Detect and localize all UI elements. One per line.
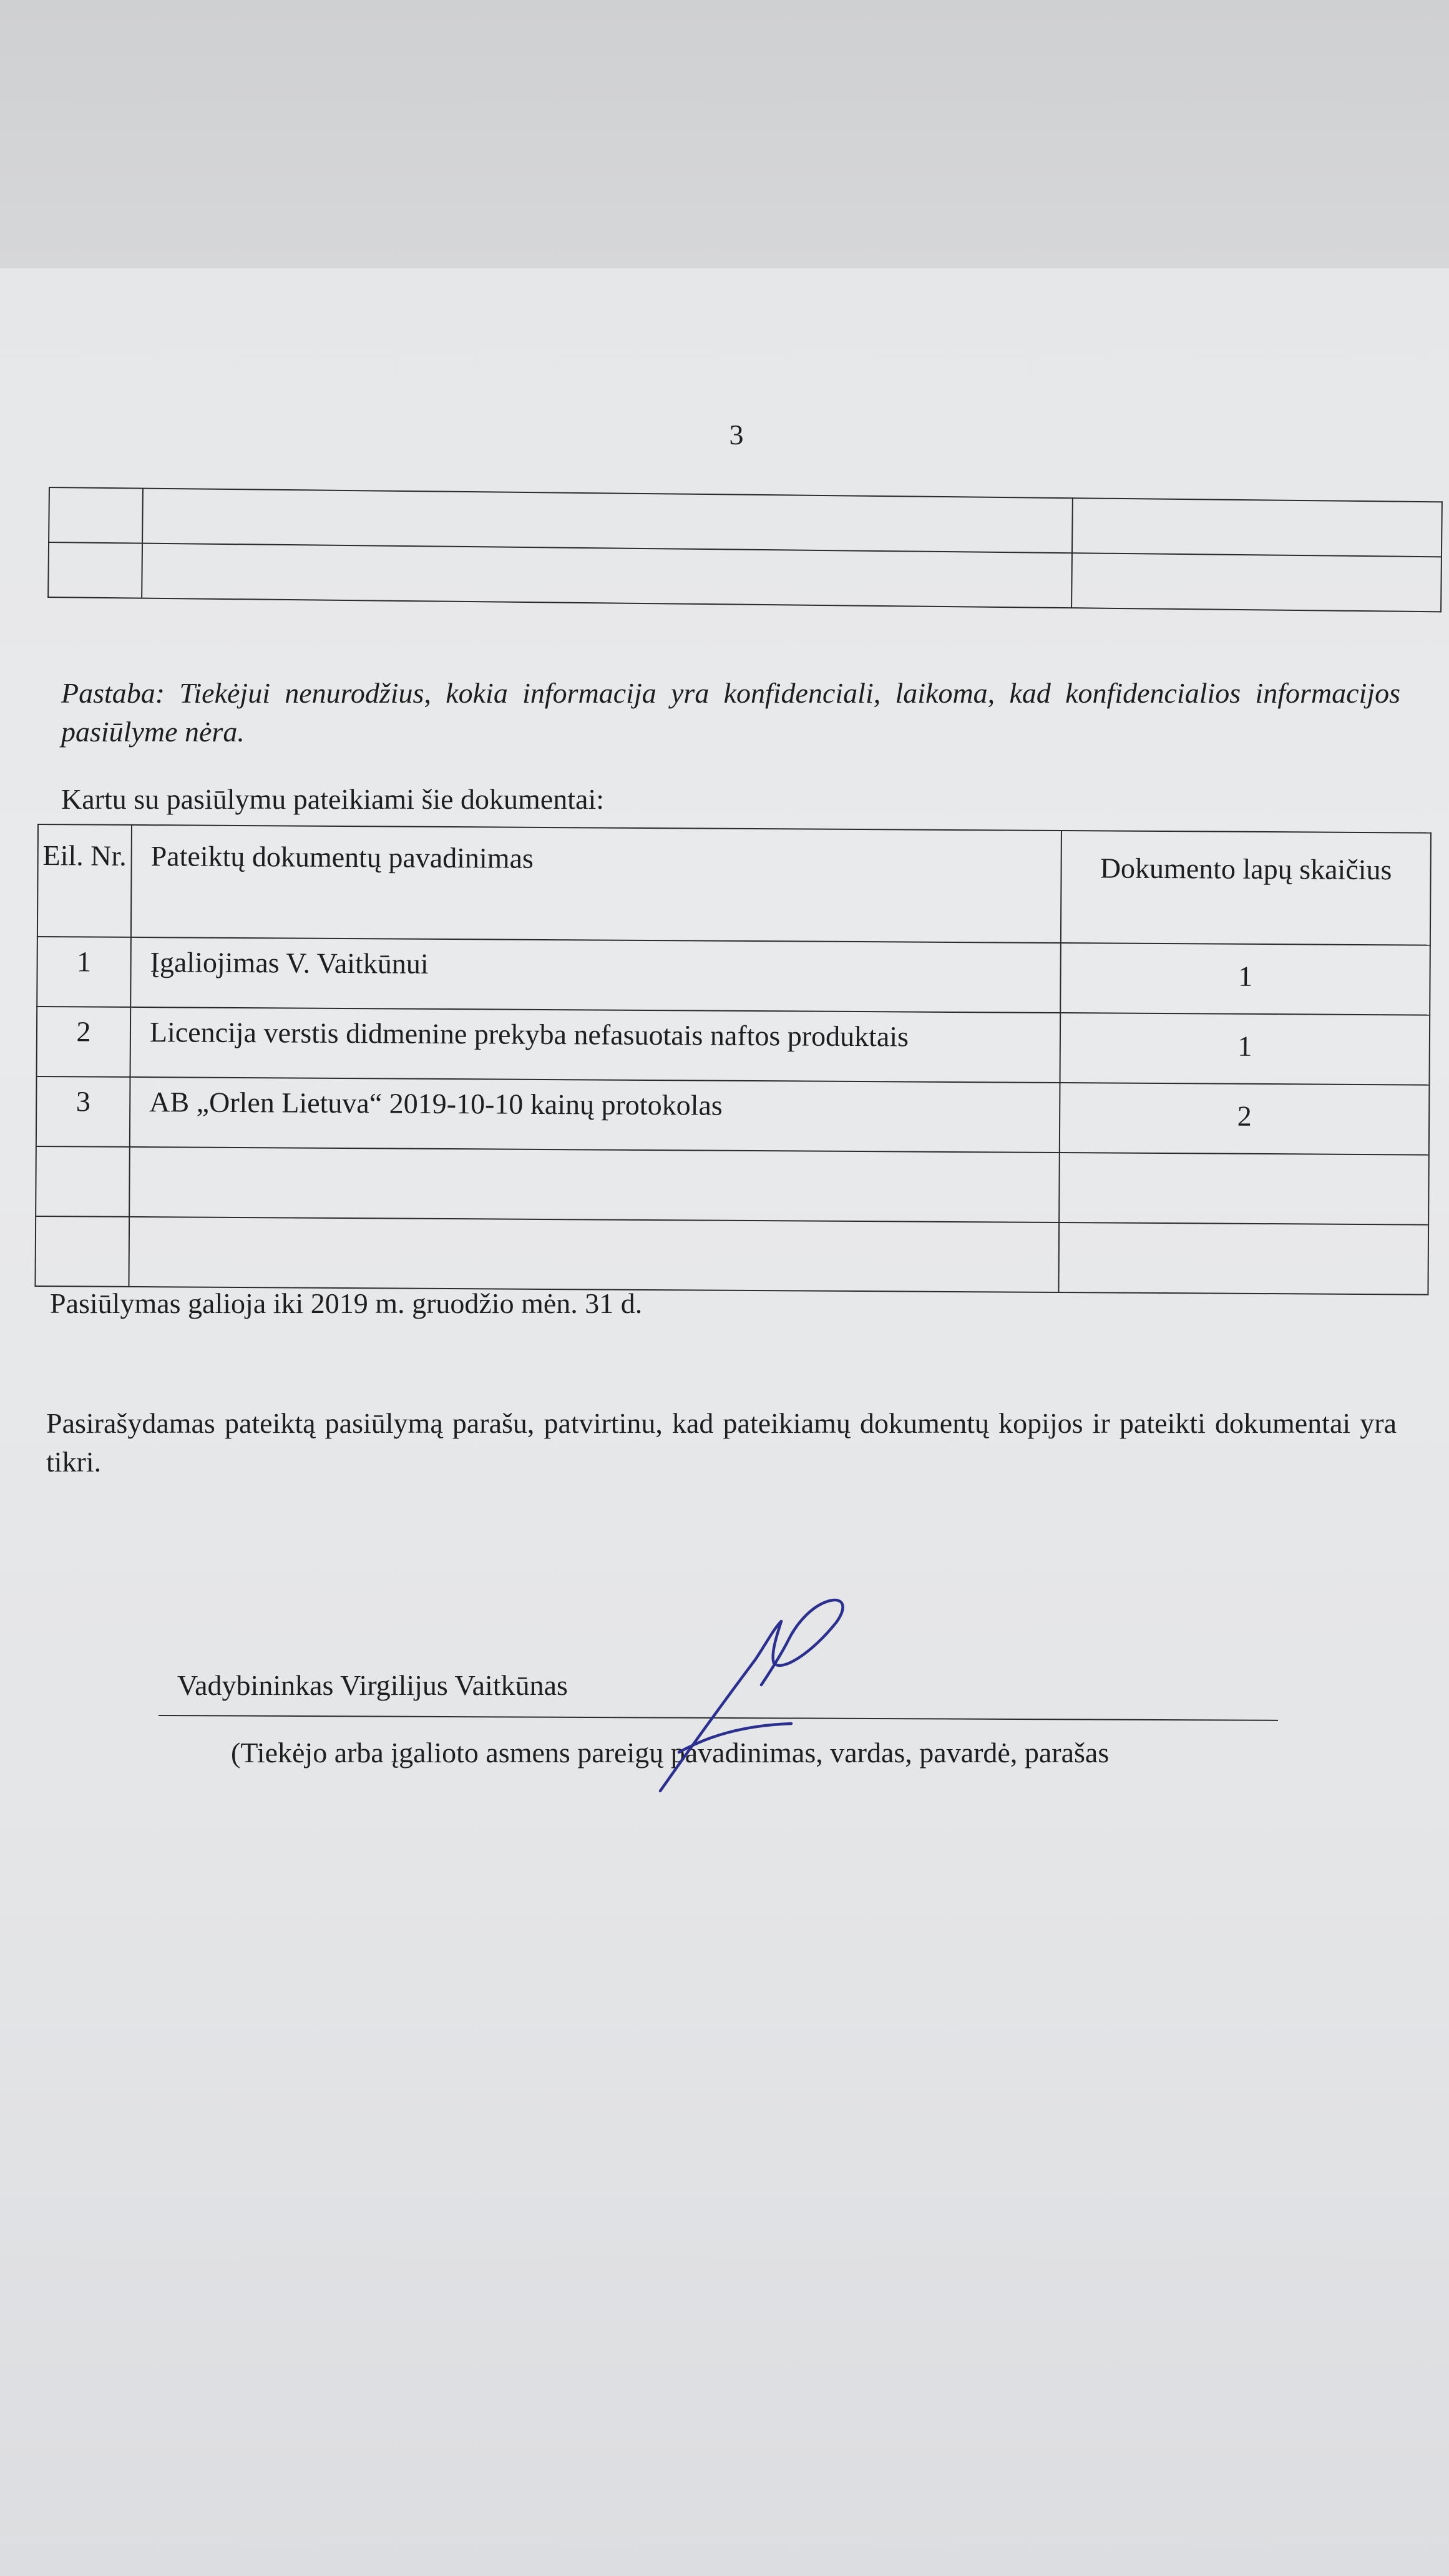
table-row bbox=[35, 1216, 1428, 1295]
row-number: 2 bbox=[37, 1007, 131, 1077]
row-number: 1 bbox=[37, 937, 131, 1007]
header-number: Eil. Nr. bbox=[37, 824, 132, 937]
authenticity-statement: Pasirašydamas pateiktą pasiūlymą parašu, patvirtinu, kad pateikiamų dokumentų kopijos ir pateikti dokumentai yra tikri. bbox=[46, 1407, 1397, 1478]
table-cell bbox=[49, 487, 143, 544]
previous-table-continuation bbox=[47, 487, 1443, 612]
table-cell bbox=[1071, 553, 1442, 612]
documents-intro: Kartu su pasiūlymu pateikiami šie dokumentai: bbox=[61, 783, 605, 815]
row-document-name bbox=[129, 1147, 1060, 1222]
documents-table bbox=[34, 824, 1431, 1295]
row-document-name bbox=[129, 1217, 1059, 1292]
confidentiality-note: Pastaba: Tiekėjui nenurodžius, kokia informacija yra konfidenciali, laikoma, kad konfidencialios informacijos pasiūlyme nėra. bbox=[61, 677, 1400, 748]
row-page-count bbox=[1058, 1222, 1428, 1295]
signature-caption: (Tiekėjo arba įgalioto asmens pareigų pavadinimas, vardas, pavardė, parašas bbox=[231, 1737, 1110, 1769]
signer-name: Vadybininkas Virgilijus Vaitkūnas bbox=[177, 1669, 568, 1701]
background-shadow bbox=[0, 0, 1449, 268]
table-cell bbox=[142, 544, 1072, 608]
row-number bbox=[36, 1146, 130, 1217]
table-header-row bbox=[37, 824, 1431, 945]
header-document-name: Pateiktų dokumentų pavadinimas bbox=[131, 825, 1061, 943]
row-number bbox=[35, 1216, 129, 1287]
row-document-name: Licencija verstis didmenine prekyba nefasuotais naftos produktais bbox=[130, 1007, 1061, 1083]
table-cell bbox=[142, 489, 1073, 554]
table-row bbox=[36, 1076, 1430, 1155]
offer-validity: Pasiūlymas galioja iki 2019 m. gruodžio mėn. 31 d. bbox=[50, 1287, 643, 1319]
table-row bbox=[37, 937, 1430, 1015]
row-page-count: 1 bbox=[1060, 943, 1430, 1015]
table-cell bbox=[48, 542, 142, 598]
table-row bbox=[36, 1146, 1429, 1225]
handwritten-signature-icon bbox=[649, 1585, 861, 1797]
row-number: 3 bbox=[36, 1076, 130, 1147]
table-cell bbox=[1072, 498, 1442, 557]
row-document-name: Įgaliojimas V. Vaitkūnui bbox=[130, 937, 1061, 1013]
row-page-count: 2 bbox=[1060, 1083, 1430, 1155]
row-page-count bbox=[1059, 1153, 1429, 1225]
row-document-name: AB „Orlen Lietuva“ 2019-10-10 kainų protokolas bbox=[130, 1077, 1060, 1153]
signature-stroke bbox=[660, 1600, 843, 1791]
table-row bbox=[37, 1007, 1430, 1085]
row-page-count: 1 bbox=[1060, 1013, 1430, 1085]
header-page-count: Dokumento lapų skaičius bbox=[1061, 831, 1431, 945]
page-number: 3 bbox=[729, 419, 744, 451]
